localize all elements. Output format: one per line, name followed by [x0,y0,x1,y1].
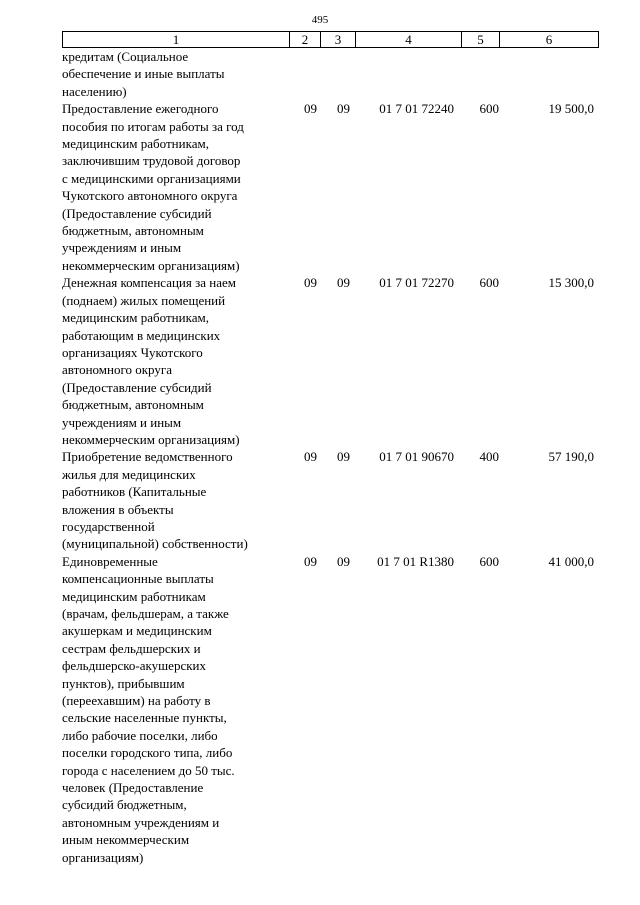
row-target-code: 01 7 01 72240 [379,101,454,117]
table-row [62,48,607,100]
table-row [62,448,607,552]
row-subsection: 09 [337,553,350,569]
row-amount: 15 300,0 [548,275,594,291]
column-header-4: 4 [356,32,462,48]
column-header-row [63,32,599,48]
row-target-code: 01 7 01 R1380 [377,553,454,569]
row-target-code [350,48,454,100]
row-amount: 57 190,0 [548,449,594,465]
row-name: Денежная компенсация за наем (поднаем) жилых помещений медицинским работникам, работающим в медицинских организациях Чукотского автономного округа (Предоставление субсидий бюджетным, автономным учреждениям и иным некоммерческим организациям) [62,275,240,447]
row-amount: 19 500,0 [548,101,594,117]
row-expense-type: 600 [479,101,499,117]
table-row [62,553,607,866]
row-name: кредитам (Социальное обеспечение и иные выплаты населению) [62,49,225,99]
table-body [62,48,607,866]
row-section: 09 [304,275,317,291]
row-expense-type [454,48,499,100]
row-name: Приобретение ведомственного жилья для медицинских работников (Капитальные вложения в объекты государственной (муниципальной) собственности) [62,449,248,552]
row-section: 09 [304,101,317,117]
row-subsection: 09 [337,449,350,465]
row-subsection [317,48,350,100]
column-header-table [62,31,599,48]
page-number: 495 [311,14,329,26]
column-header-1: 1 [63,32,290,48]
row-target-code: 01 7 01 90670 [379,449,454,465]
row-name: Единовременные компенсационные выплаты медицинским работникам (врачам, фельдшерам, а также акушеркам и медицинским сестрам фельдшерских и фельдшерско-акушерских пунктов), прибывшим (переехавшим) на работу в сельские населенные пункты, либо рабочие поселки, либо поселки городского типа, либо города с населением до 50 тыс. человек (Предоставление субсидий бюджетным, автономным учреждениям и иным некоммерческим организациям) [62,553,235,865]
row-section [287,48,317,100]
column-header-5: 5 [462,32,500,48]
column-header-2: 2 [290,32,321,48]
row-subsection: 09 [337,275,350,291]
row-section: 09 [304,553,317,569]
row-expense-type: 400 [479,449,499,465]
row-expense-type: 600 [479,275,499,291]
row-amount [499,48,594,100]
column-header-3: 3 [321,32,356,48]
table-row [62,100,607,274]
row-name: Предоставление ежегодного пособия по итогам работы за год медицинским работникам, заключившим трудовой договор с медицинскими организациями Чукотского автономного округа (Предоставление субсидий бюджетным, автономным учреждениям и иным некоммерческим организациям) [62,101,244,273]
row-subsection: 09 [337,101,350,117]
table-row [62,274,607,448]
row-expense-type: 600 [479,553,499,569]
column-header-6: 6 [500,32,599,48]
row-amount: 41 000,0 [548,553,594,569]
row-target-code: 01 7 01 72270 [379,275,454,291]
row-section: 09 [304,449,317,465]
